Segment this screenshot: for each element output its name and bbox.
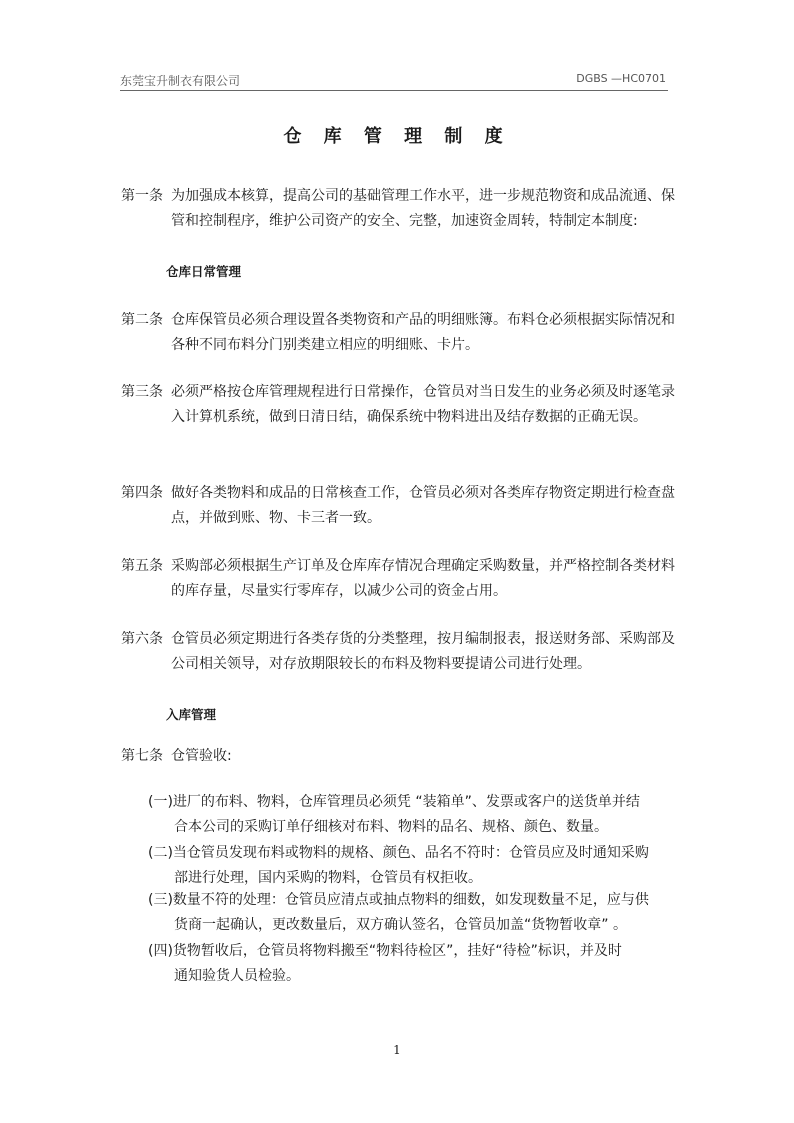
article-2	[121, 308, 681, 358]
sub-item-line: (三)数量不符的处理：仓管员应清点或抽点物料的细数，如发现数量不足，应与供	[148, 892, 649, 908]
section-heading-inbound: 入库管理	[166, 707, 217, 722]
sub-item-line: 合本公司的采购订单仔细核对布料、物料的品名、规格、颜色、数量。	[174, 819, 608, 835]
article-text: 做好各类物料和成品的日常核查工作，仓管员必须对各类库存物资定期进行检查盘点，并做到账、物、卡三者一致。	[171, 485, 675, 526]
article-text: 仓管员必须定期进行各类存货的分类整理，按月编制报表，报送财务部、采购部及公司相关领导，对存放期限较长的布料及物料要提请公司进行处理。	[171, 631, 675, 672]
article-text: 仓管验收:	[171, 748, 232, 764]
sub-item-line: (一)进厂的布料、物料，仓库管理员必须凭 “装箱单”、发票或客户的送货单并结	[148, 794, 640, 810]
sub-item-line: (四)货物暂收后，仓管员将物料搬至“物料待检区”，挂好“待检”标识，并及时	[148, 943, 622, 959]
article-5	[121, 554, 681, 604]
article-number: 第七条	[121, 748, 163, 764]
sub-item-1	[148, 790, 681, 840]
article-4	[121, 481, 681, 531]
article-number: 第六条	[121, 631, 163, 647]
article-number: 第四条	[121, 485, 163, 501]
sub-item-line: 货商一起确认，更改数量后，双方确认签名，仓管员加盖“货物暂收章” 。	[174, 917, 627, 933]
sub-item-4	[148, 939, 681, 989]
page-header	[120, 72, 668, 91]
document-title: 仓 库 管 理 制 度	[283, 126, 511, 147]
article-number: 第一条	[121, 188, 163, 204]
article-3	[121, 380, 681, 430]
article-text: 必须严格按仓库管理规程进行日常操作，仓管员对当日发生的业务必须及时逐笔录入计算机系统，做到日清日结，确保系统中物料进出及结存数据的正确无误。	[171, 384, 675, 425]
sub-item-3	[148, 888, 681, 938]
article-number: 第二条	[121, 312, 163, 328]
section-heading-daily: 仓库日常管理	[166, 264, 242, 279]
article-1	[121, 184, 681, 234]
sub-item-line: 通知验货人员检验。	[174, 968, 300, 984]
article-7	[121, 744, 681, 769]
sub-item-2	[148, 841, 681, 891]
article-text: 仓库保管员必须合理设置各类物资和产品的明细账簿。布料仓必须根据实际情况和各种不同布料分门别类建立相应的明细账、卡片。	[171, 312, 675, 353]
sub-item-line: (二)当仓管员发现布料或物料的规格、颜色、品名不符时：仓管员应及时通知采购	[148, 845, 649, 861]
article-text: 为加强成本核算，提高公司的基础管理工作水平，进一步规范物资和成品流通、保管和控制程序，维护公司资产的安全、完整，加速资金周转，特制定本制度:	[171, 188, 675, 229]
document-code: DGBS —HC0701	[576, 72, 666, 85]
sub-item-line: 部进行处理，国内采购的物料，仓管员有权拒收。	[174, 870, 482, 886]
article-number: 第五条	[121, 558, 163, 574]
company-name: 东莞宝升制衣有限公司	[120, 74, 241, 88]
page-number: 1	[393, 1043, 401, 1057]
article-number: 第三条	[121, 384, 163, 400]
article-text: 采购部必须根据生产订单及仓库库存情况合理确定采购数量，并严格控制各类材料的库存量，尽量实行零库存，以减少公司的资金占用。	[171, 558, 675, 599]
article-6	[121, 627, 681, 677]
